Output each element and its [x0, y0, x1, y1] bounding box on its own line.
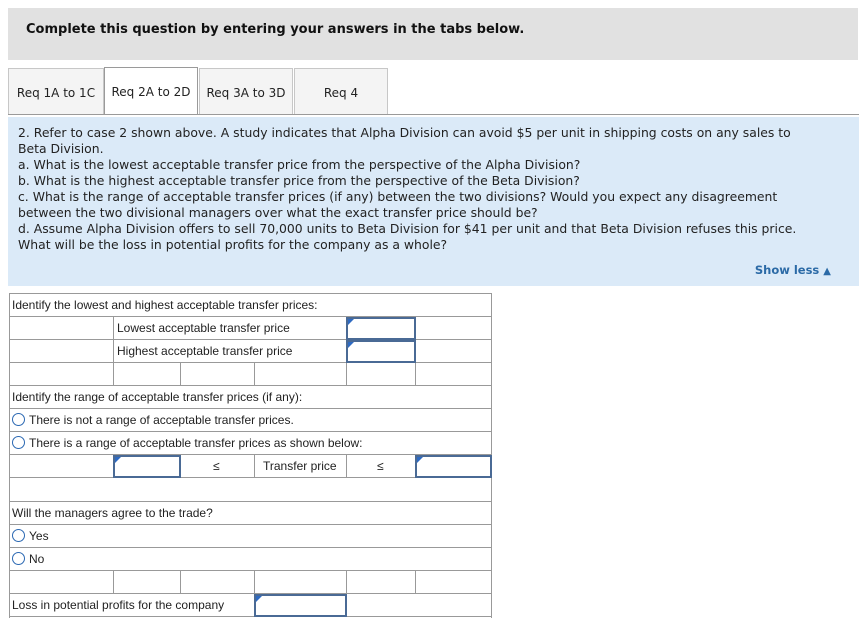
- question-line: between the two divisional managers over what the exact transfer price should be?: [18, 205, 538, 220]
- table-row: [9, 593, 492, 617]
- column-line: [113, 316, 114, 362]
- range-label: There is a range of acceptable transfer prices as shown below:: [29, 436, 363, 450]
- question-line: 2. Refer to case 2 shown above. A study indicates that Alpha Division can avoid $5 per unit in shipping costs on any sales to: [18, 125, 791, 140]
- section1-title: Identify the lowest and highest acceptable transfer prices:: [12, 298, 318, 312]
- table-row: [9, 524, 492, 547]
- yes-radio[interactable]: [12, 529, 25, 542]
- loss-label: Loss in potential profits for the company: [12, 598, 225, 612]
- table-row: [9, 501, 492, 524]
- section3-title: Will the managers agree to the trade?: [12, 506, 213, 520]
- question-text: [18, 125, 848, 253]
- range-max-input[interactable]: [415, 455, 492, 478]
- highest-price-label: Highest acceptable transfer price: [117, 344, 293, 358]
- table-row: [9, 431, 492, 454]
- column-line: [346, 570, 347, 593]
- triangle-up-icon: ▲: [823, 266, 831, 277]
- column-line: [346, 454, 347, 477]
- tab-divider: [8, 114, 859, 115]
- table-row: [9, 408, 492, 431]
- less-equal-symbol: ≤: [213, 459, 220, 473]
- lowest-price-input[interactable]: [346, 317, 416, 340]
- show-less-label: Show less: [754, 263, 820, 277]
- no-range-label: There is not a range of acceptable transfer prices.: [29, 413, 294, 427]
- table-row: [9, 477, 492, 500]
- question-line: b. What is the highest acceptable transfer price from the perspective of the Beta Division?: [18, 173, 580, 188]
- yes-label: Yes: [29, 529, 49, 543]
- table-row: [9, 293, 492, 316]
- tab-req-3a-3d[interactable]: Req 3A to 3D: [199, 68, 293, 114]
- column-line: [113, 362, 114, 385]
- column-line: [254, 570, 255, 593]
- question-line: What will be the loss in potential profits for the company as a whole?: [18, 237, 448, 252]
- question-line: c. What is the range of acceptable transfer prices (if any) between the two divisions? Would you expect any disagreement: [18, 189, 778, 204]
- column-line: [113, 570, 114, 593]
- highest-price-input[interactable]: [346, 340, 416, 363]
- column-line: [180, 362, 181, 385]
- tab-req-1a-1c[interactable]: Req 1A to 1C: [8, 68, 104, 114]
- no-radio[interactable]: [12, 552, 25, 565]
- lowest-price-label: Lowest acceptable transfer price: [117, 321, 290, 335]
- table-row: [9, 547, 492, 570]
- column-line: [254, 362, 255, 385]
- answer-table: [9, 293, 492, 618]
- column-line: [346, 362, 347, 385]
- column-line: [254, 454, 255, 477]
- range-radio[interactable]: [12, 436, 25, 449]
- loss-input[interactable]: [254, 594, 347, 617]
- column-line: [180, 570, 181, 593]
- question-panel: [8, 117, 859, 286]
- column-line: [415, 362, 416, 385]
- table-row: [9, 570, 492, 593]
- table-row: [9, 316, 492, 339]
- no-range-radio[interactable]: [12, 413, 25, 426]
- question-line: a. What is the lowest acceptable transfer price from the perspective of the Alpha Division?: [18, 157, 581, 172]
- range-min-input[interactable]: [113, 455, 181, 478]
- question-line: d. Assume Alpha Division offers to sell 70,000 units to Beta Division for $41 per unit and that Beta Division refuses this price.: [18, 221, 797, 236]
- column-line: [415, 570, 416, 593]
- tab-req-4[interactable]: Req 4: [294, 68, 388, 114]
- table-row: [9, 362, 492, 385]
- no-label: No: [29, 552, 45, 566]
- question-line: Beta Division.: [18, 141, 104, 156]
- less-equal-symbol: ≤: [377, 459, 384, 473]
- tab-req-2a-2d[interactable]: Req 2A to 2D: [104, 67, 198, 115]
- instruction-banner: [8, 8, 858, 60]
- table-row: [9, 339, 492, 362]
- show-less-link[interactable]: [755, 263, 831, 277]
- transfer-price-label: Transfer price: [263, 459, 337, 473]
- section2-title: Identify the range of acceptable transfer prices (if any):: [12, 390, 303, 404]
- table-row: [9, 385, 492, 408]
- instruction-text: Complete this question by entering your answers in the tabs below.: [26, 22, 525, 37]
